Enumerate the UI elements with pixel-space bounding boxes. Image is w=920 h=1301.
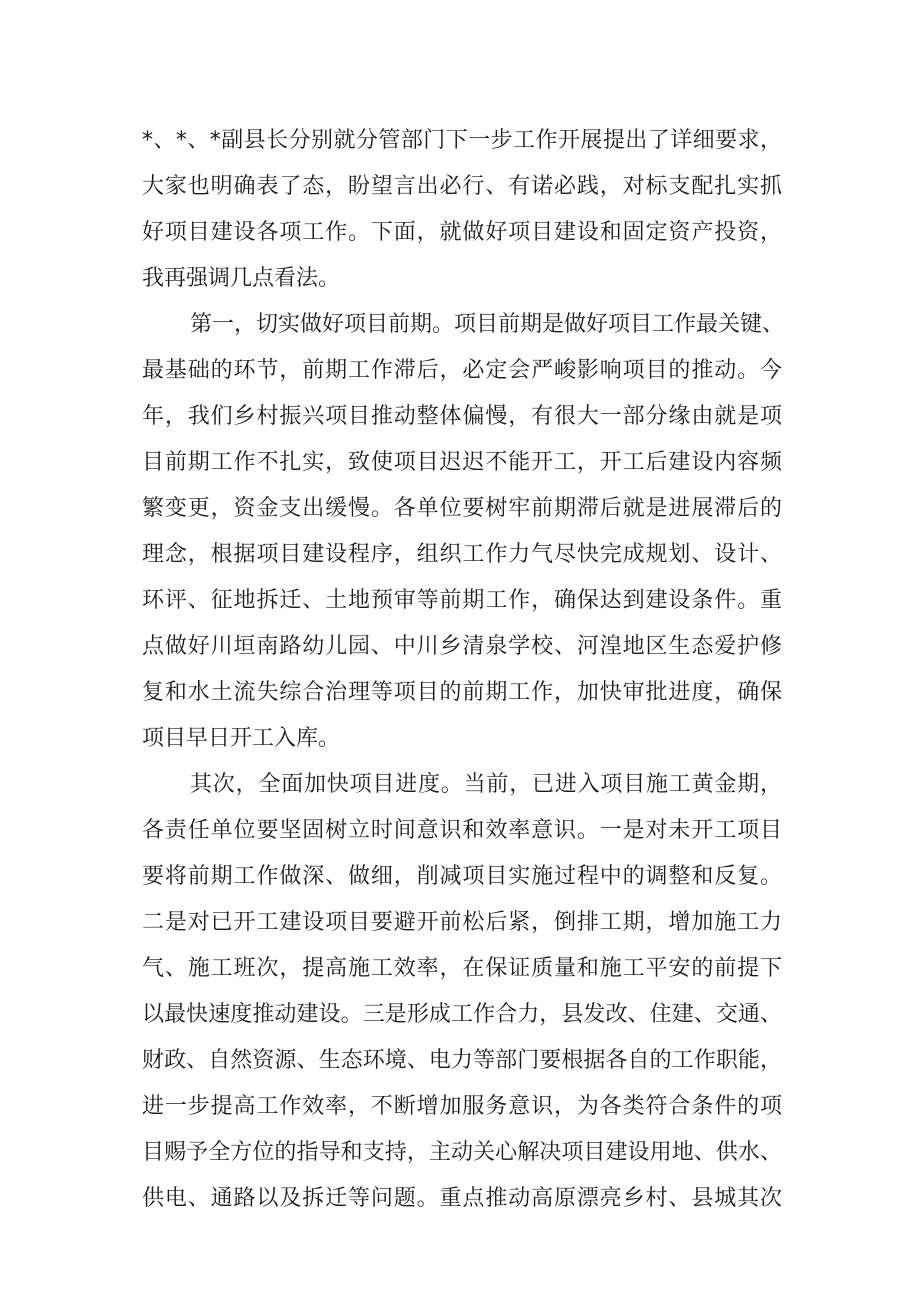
text-line: 目赐予全方位的指导和支持，主动关心解决项目建设用地、供水、 — [142, 1140, 782, 1165]
text-line: 繁变更，资金支出缓慢。各单位要树牢前期滞后就是进展滞后的 — [142, 496, 782, 521]
text-line: 以最快速度推动建设。三是形成工作合力，县发改、住建、交通、 — [142, 1002, 782, 1027]
text-line: 气、施工班次，提高施工效率，在保证质量和施工平安的前提下 — [142, 956, 782, 981]
text-line: 财政、自然资源、生态环境、电力等部门要根据各自的工作职能， — [142, 1048, 782, 1073]
text-line: 我再强调几点看法。 — [142, 266, 341, 291]
text-line: 进一步提高工作效率，不断增加服务意识，为各类符合条件的项 — [142, 1094, 782, 1119]
text-line: 好项目建设各项工作。下面，就做好项目建设和固定资产投资， — [142, 220, 782, 245]
text-line: 复和水土流失综合治理等项目的前期工作，加快审批进度，确保 — [142, 680, 782, 705]
text-line: 理念，根据项目建设程序，组织工作力气尽快完成规划、设计、 — [142, 542, 782, 567]
text-line: 点做好川垣南路幼儿园、中川乡清泉学校、河湟地区生态爱护修 — [142, 634, 782, 659]
text-line: 供电、通路以及拆迁等问题。重点推动高原漂亮乡村、县城其次 — [142, 1186, 782, 1211]
text-line: 要将前期工作做深、做细，削减项目实施过程中的调整和反复。 — [142, 864, 782, 889]
text-line: 二是对已开工建设项目要避开前松后紧，倒排工期，增加施工力 — [142, 910, 782, 935]
paragraph-first-line: 第一，切实做好项目前期。项目前期是做好项目工作最关键、 — [190, 312, 785, 337]
text-line: 大家也明确表了态，盼望言出必行、有诺必践，对标支配扎实抓 — [142, 174, 782, 199]
text-line: 各责任单位要坚固树立时间意识和效率意识。一是对未开工项目 — [142, 818, 782, 843]
text-line: 最基础的环节，前期工作滞后，必定会严峻影响项目的推动。今 — [142, 358, 782, 383]
text-line: 年，我们乡村振兴项目推动整体偏慢，有很大一部分缘由就是项 — [142, 404, 782, 429]
text-line: 环评、征地拆迁、土地预审等前期工作，确保达到建设条件。重 — [142, 588, 782, 613]
paragraph-first-line: 其次，全面加快项目进度。当前，已进入项目施工黄金期， — [190, 772, 782, 797]
text-line: *、*、*副县长分别就分管部门下一步工作开展提出了详细要求， — [142, 128, 782, 153]
text-line: 项目早日开工入库。 — [142, 726, 341, 751]
text-line: 目前期工作不扎实，致使项目迟迟不能开工，开工后建设内容频 — [142, 450, 782, 475]
